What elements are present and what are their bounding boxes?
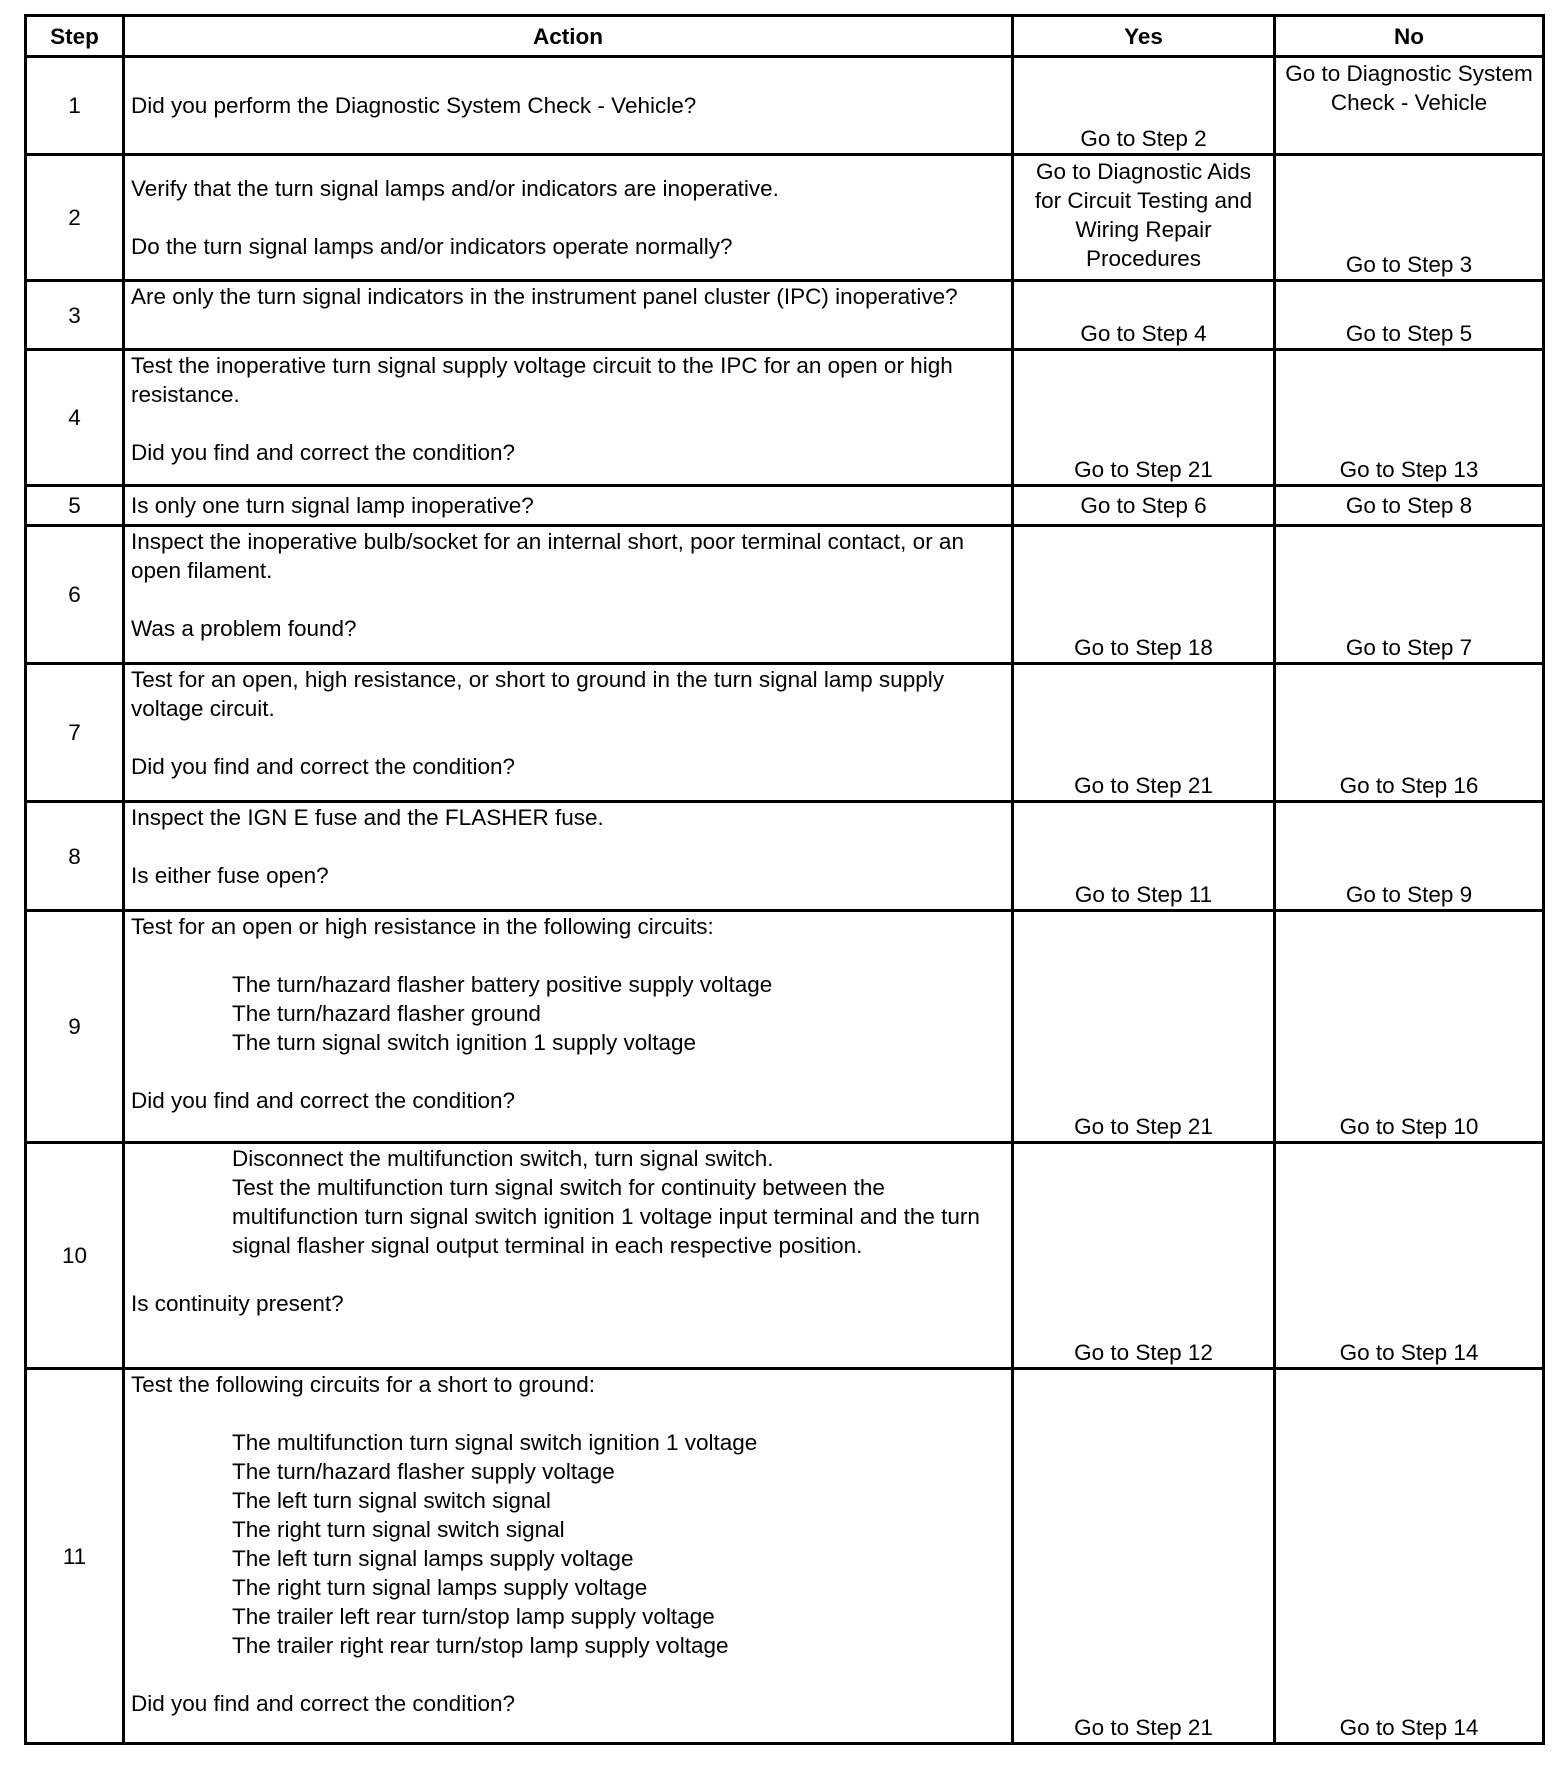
action-text: Test for an open, high resistance, or short to ground in the turn signal lamp supply voltage circuit. xyxy=(131,667,944,721)
no-cell: Go to Step 7 xyxy=(1275,526,1544,664)
step-number: 9 xyxy=(26,911,124,1143)
step-number: 8 xyxy=(26,802,124,911)
list-item: Test the multifunction turn signal switch for continuity between the multifunction turn signal switch ignition 1 voltage input terminal and the turn signal flasher signal output terminal in each respective position. xyxy=(232,1175,980,1258)
yes-cell: Go to Step 21 xyxy=(1013,350,1275,486)
list-item: The turn/hazard flasher ground xyxy=(232,1001,541,1026)
diagnostic-table xyxy=(24,14,1545,1745)
action-cell xyxy=(124,350,1013,486)
no-cell: Go to Step 9 xyxy=(1275,802,1544,911)
yes-cell: Go to Diagnostic Aids for Circuit Testing and Wiring Repair Procedures xyxy=(1013,155,1275,281)
table-row xyxy=(26,1369,1544,1744)
action-cell xyxy=(124,1369,1013,1744)
action-cell xyxy=(124,526,1013,664)
header-row xyxy=(26,16,1544,57)
table-row xyxy=(26,911,1544,1143)
header-action: Action xyxy=(124,16,1013,57)
action-cell xyxy=(124,1143,1013,1369)
list-item: The turn signal switch ignition 1 supply voltage xyxy=(232,1030,697,1055)
action-text: Verify that the turn signal lamps and/or indicators are inoperative. xyxy=(131,176,779,201)
step-number: 5 xyxy=(26,486,124,526)
spacer xyxy=(131,832,1005,861)
step-number: 11 xyxy=(26,1369,124,1744)
yes-cell: Go to Step 2 xyxy=(1013,57,1275,155)
spacer xyxy=(131,1260,1005,1289)
no-cell: Go to Step 16 xyxy=(1275,664,1544,802)
spacer xyxy=(131,585,1005,614)
list-item: The multifunction turn signal switch ignition 1 voltage xyxy=(232,1430,758,1455)
spacer xyxy=(131,409,1005,438)
action-question: Was a problem found? xyxy=(131,616,357,641)
action-cell xyxy=(124,802,1013,911)
action-question: Is continuity present? xyxy=(131,1291,344,1316)
action-text: Inspect the inoperative bulb/socket for an internal short, poor terminal contact, or an open filament. xyxy=(131,529,964,583)
header-yes: Yes xyxy=(1013,16,1275,57)
spacer xyxy=(131,941,1005,970)
header-no: No xyxy=(1275,16,1544,57)
action-text: Test the following circuits for a short to ground: xyxy=(131,1372,595,1397)
yes-cell: Go to Step 11 xyxy=(1013,802,1275,911)
yes-cell: Go to Step 18 xyxy=(1013,526,1275,664)
step-number: 6 xyxy=(26,526,124,664)
yes-cell: Go to Step 6 xyxy=(1013,486,1275,526)
no-cell: Go to Step 14 xyxy=(1275,1143,1544,1369)
spacer xyxy=(131,723,1005,752)
table-row xyxy=(26,486,1544,526)
no-cell: Go to Step 13 xyxy=(1275,350,1544,486)
step-number: 7 xyxy=(26,664,124,802)
step-number: 1 xyxy=(26,57,124,155)
action-text: Is only one turn signal lamp inoperative? xyxy=(131,493,534,518)
table-row xyxy=(26,350,1544,486)
no-cell: Go to Step 8 xyxy=(1275,486,1544,526)
spacer xyxy=(131,1057,1005,1086)
no-cell: Go to Step 3 xyxy=(1275,155,1544,281)
yes-cell: Go to Step 21 xyxy=(1013,1369,1275,1744)
no-cell: Go to Step 10 xyxy=(1275,911,1544,1143)
list-item: The trailer left rear turn/stop lamp supply voltage xyxy=(232,1604,715,1629)
action-question: Did you find and correct the condition? xyxy=(131,440,515,465)
yes-cell: Go to Step 21 xyxy=(1013,664,1275,802)
yes-cell: Go to Step 4 xyxy=(1013,281,1275,350)
list-item: The left turn signal switch signal xyxy=(232,1488,551,1513)
list-item: Disconnect the multifunction switch, turn signal switch. xyxy=(232,1146,774,1171)
table-row xyxy=(26,526,1544,664)
table-row xyxy=(26,1143,1544,1369)
action-text: Inspect the IGN E fuse and the FLASHER fuse. xyxy=(131,805,604,830)
list-item: The trailer right rear turn/stop lamp supply voltage xyxy=(232,1633,729,1658)
step-number: 10 xyxy=(26,1143,124,1369)
action-text: Are only the turn signal indicators in the instrument panel cluster (IPC) inoperative? xyxy=(131,284,958,309)
header-step: Step xyxy=(26,16,124,57)
action-cell xyxy=(124,486,1013,526)
step-number: 2 xyxy=(26,155,124,281)
action-question: Did you find and correct the condition? xyxy=(131,754,515,779)
no-cell: Go to Step 14 xyxy=(1275,1369,1544,1744)
table-row xyxy=(26,664,1544,802)
action-text: Did you perform the Diagnostic System Check - Vehicle? xyxy=(131,93,697,118)
list-item: The turn/hazard flasher battery positive supply voltage xyxy=(232,972,773,997)
action-cell xyxy=(124,664,1013,802)
action-question: Do the turn signal lamps and/or indicators operate normally? xyxy=(131,234,733,259)
action-question: Did you find and correct the condition? xyxy=(131,1691,515,1716)
table-row xyxy=(26,802,1544,911)
spacer xyxy=(131,1660,1005,1689)
no-cell: Go to Step 5 xyxy=(1275,281,1544,350)
table-row xyxy=(26,281,1544,350)
no-cell: Go to Diagnostic System Check - Vehicle xyxy=(1275,57,1544,155)
table-row xyxy=(26,155,1544,281)
yes-cell: Go to Step 21 xyxy=(1013,911,1275,1143)
spacer xyxy=(131,203,1005,232)
spacer xyxy=(131,1399,1005,1428)
action-cell xyxy=(124,911,1013,1143)
step-number: 3 xyxy=(26,281,124,350)
action-question: Is either fuse open? xyxy=(131,863,329,888)
list-item: The turn/hazard flasher supply voltage xyxy=(232,1459,615,1484)
yes-cell: Go to Step 12 xyxy=(1013,1143,1275,1369)
action-question: Did you find and correct the condition? xyxy=(131,1088,515,1113)
table-row xyxy=(26,57,1544,155)
action-cell xyxy=(124,155,1013,281)
action-text: Test the inoperative turn signal supply voltage circuit to the IPC for an open or high resistance. xyxy=(131,353,953,407)
action-cell xyxy=(124,281,1013,350)
step-number: 4 xyxy=(26,350,124,486)
list-item: The right turn signal switch signal xyxy=(232,1517,565,1542)
list-item: The right turn signal lamps supply voltage xyxy=(232,1575,648,1600)
action-text: Test for an open or high resistance in the following circuits: xyxy=(131,914,714,939)
action-cell xyxy=(124,57,1013,155)
list-item: The left turn signal lamps supply voltage xyxy=(232,1546,634,1571)
